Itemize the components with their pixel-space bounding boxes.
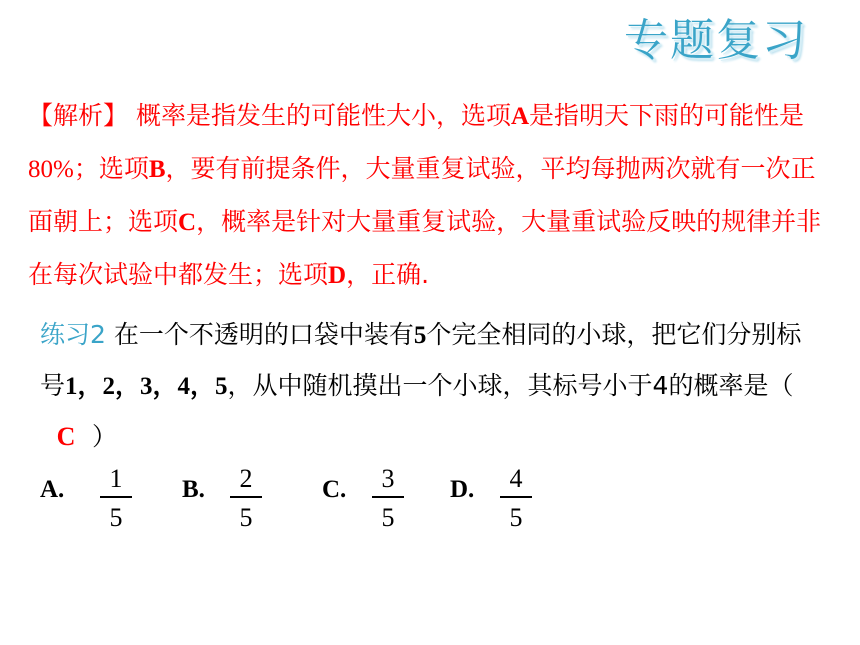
question-text: 在一个不透明的口袋中装有 xyxy=(105,320,414,349)
answer-options xyxy=(40,462,640,542)
exercise-question xyxy=(40,310,810,462)
option-ref-b: B xyxy=(148,156,166,183)
fraction xyxy=(228,462,264,536)
option-ref-a: A xyxy=(510,103,530,130)
analysis-text: ；选项 xyxy=(73,154,149,183)
denominator: 5 xyxy=(381,503,395,532)
ball-count: 5 xyxy=(413,322,427,349)
question-text: ，从中随机摸出一个小球，其标号小于4的概率是（ xyxy=(227,371,794,400)
denominator: 5 xyxy=(239,503,253,532)
option-letter: C. xyxy=(322,476,347,503)
analysis-tag: 【解析】 xyxy=(28,101,129,130)
numerator: 3 xyxy=(381,464,395,493)
analysis-text: ，概率是针对大量重复试验，大量重试验反映的规律并非在每次试验中都发生；选项 xyxy=(28,207,822,289)
section-title: 专题复习 xyxy=(624,15,808,66)
denominator: 5 xyxy=(109,503,123,532)
analysis-text: ，正确. xyxy=(346,260,430,289)
analysis-paragraph xyxy=(28,90,836,302)
denominator: 5 xyxy=(509,503,523,532)
option-letter: D. xyxy=(450,476,475,503)
analysis-text: 概率是指发生的可能性大小，选项 xyxy=(128,101,511,130)
numerator: 1 xyxy=(109,464,123,493)
answer-choice: C xyxy=(56,422,76,451)
numerator: 4 xyxy=(509,464,523,493)
question-text: ） xyxy=(92,422,118,451)
fraction xyxy=(98,462,134,536)
option-ref-c: C xyxy=(178,209,197,236)
exercise-label: 练习2 xyxy=(40,320,106,349)
option-letter: A. xyxy=(40,476,65,503)
option-letter: B. xyxy=(182,476,205,503)
option-ref-d: D xyxy=(328,262,347,289)
numerator: 2 xyxy=(239,464,253,493)
fraction xyxy=(498,462,534,536)
percent-value: 80% xyxy=(28,156,74,183)
question-text: 个完全相同的小球，把它们分别标号 xyxy=(40,320,802,400)
ball-labels: 1，2，3，4，5 xyxy=(65,373,228,400)
analysis-text: 是指明天下雨的可能性是 xyxy=(529,101,805,130)
fraction xyxy=(370,462,406,536)
analysis-text: ，要有前提条件，大量重复试验，平均每抛两次就有一次正面朝上；选项 xyxy=(28,154,816,236)
